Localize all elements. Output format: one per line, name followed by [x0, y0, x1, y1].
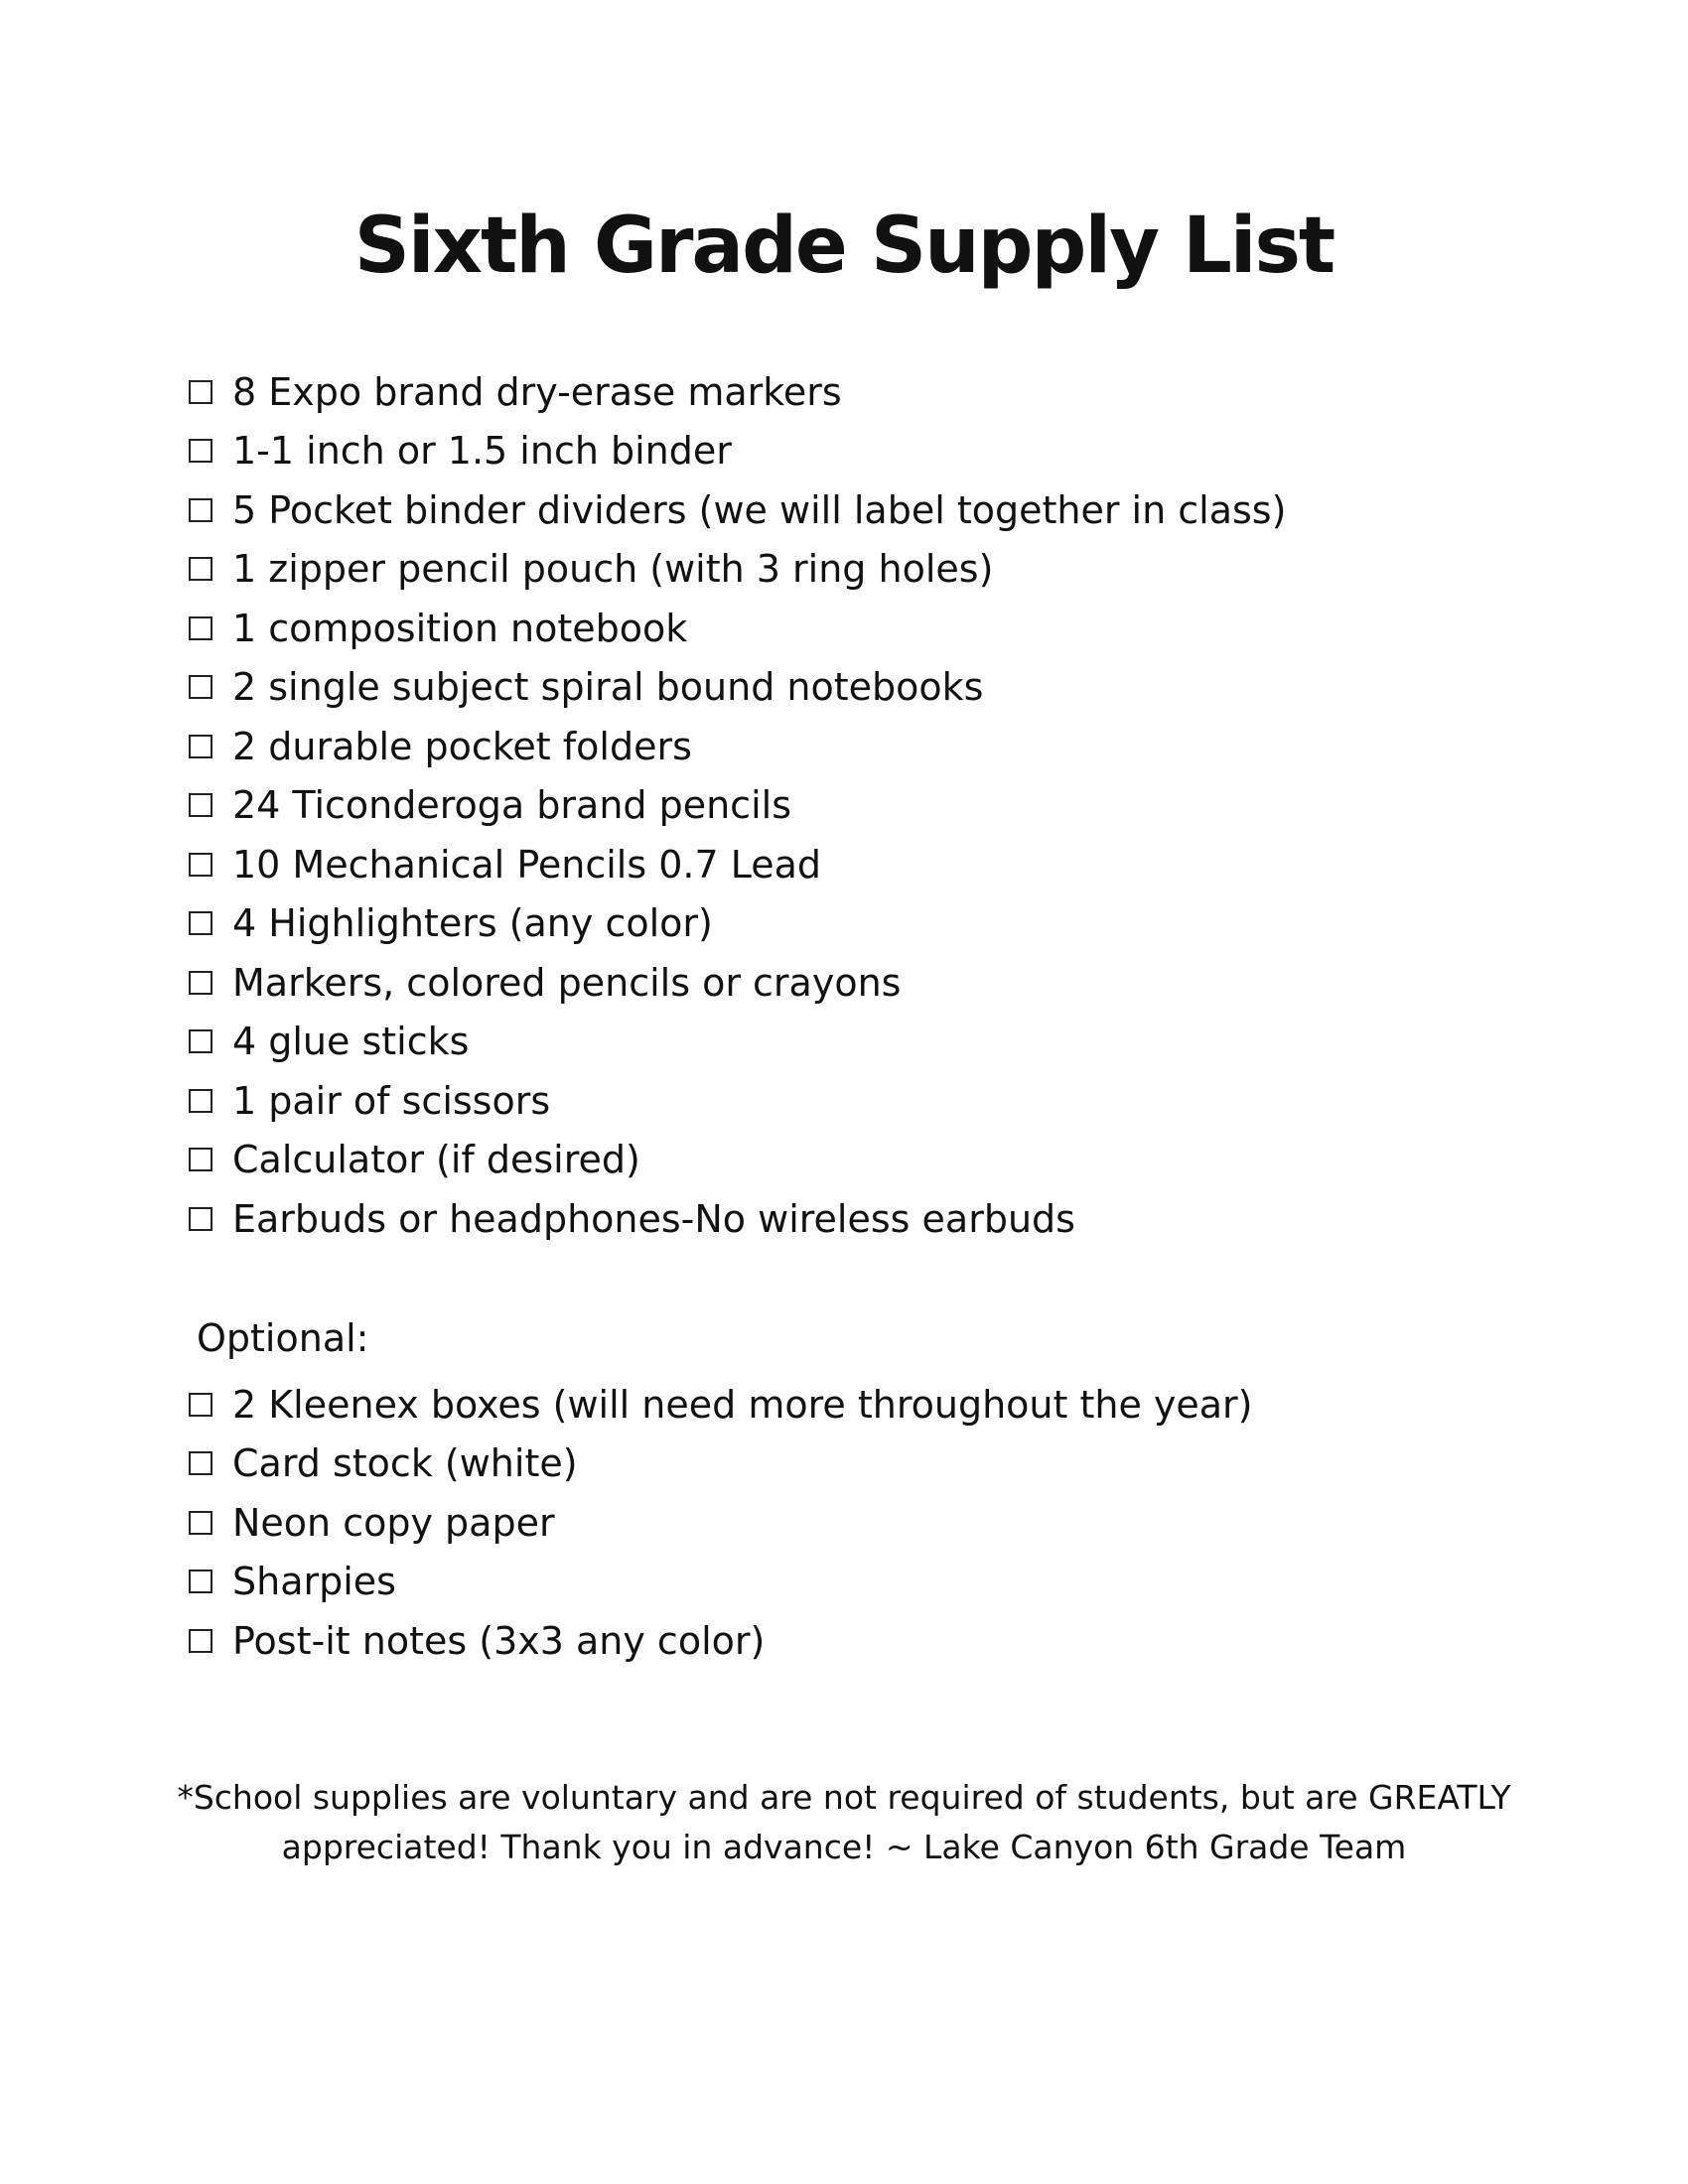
footnote	[149, 1773, 1539, 1872]
checkbox-icon	[189, 1089, 212, 1113]
checkbox-icon	[189, 557, 212, 581]
list-item	[189, 1189, 1286, 1249]
checkbox-icon	[189, 1393, 212, 1417]
list-item	[189, 1131, 1286, 1190]
checkbox-icon	[189, 1029, 212, 1053]
list-item	[189, 599, 1286, 658]
item-label: 5 Pocket binder dividers (we will label together in class)	[232, 487, 1287, 532]
checkbox-icon	[189, 911, 212, 935]
list-item	[189, 894, 1286, 954]
checkbox-icon	[189, 1629, 212, 1653]
list-item	[189, 1013, 1286, 1072]
list-item	[189, 953, 1286, 1013]
checkbox-icon	[189, 735, 212, 758]
item-label: 1 pair of scissors	[232, 1078, 551, 1123]
list-item	[189, 362, 1286, 422]
footnote-line-1: *School supplies are voluntary and are not required of students, but are GREATLY	[177, 1778, 1511, 1817]
footnote-line-2: appreciated! Thank you in advance! ~ Lake Canyon 6th Grade Team	[281, 1828, 1407, 1866]
item-label: Sharpies	[232, 1560, 396, 1604]
item-label: Earbuds or headphones-No wireless earbuds	[232, 1196, 1075, 1241]
checkbox-icon	[189, 1451, 212, 1475]
list-item	[189, 717, 1286, 776]
item-label: 1 composition notebook	[232, 606, 688, 650]
item-label: 4 glue sticks	[232, 1020, 470, 1064]
list-item	[189, 1375, 1253, 1434]
checkbox-icon	[189, 1570, 212, 1593]
item-label: 10 Mechanical Pencils 0.7 Lead	[232, 842, 822, 887]
checkbox-icon	[189, 971, 212, 995]
required-supply-list	[189, 362, 1286, 1249]
item-label: Card stock (white)	[232, 1441, 578, 1486]
checkbox-icon	[189, 380, 212, 404]
item-label: 1 zipper pencil pouch (with 3 ring holes)	[232, 547, 994, 592]
item-label: 8 Expo brand dry-erase markers	[232, 369, 842, 414]
item-label: 2 Kleenex boxes (will need more throughout the year)	[232, 1382, 1253, 1427]
item-label: 2 single subject spiral bound notebooks	[232, 665, 984, 710]
list-item	[189, 835, 1286, 894]
list-item	[189, 1611, 1253, 1671]
item-label: 2 durable pocket folders	[232, 724, 692, 768]
item-label: Post-it notes (3x3 any color)	[232, 1618, 766, 1663]
checkbox-icon	[189, 616, 212, 640]
optional-heading: Optional:	[197, 1316, 369, 1360]
list-item	[189, 422, 1286, 481]
item-label: 4 Highlighters (any color)	[232, 901, 713, 946]
list-item	[189, 1071, 1286, 1131]
list-item	[189, 540, 1286, 600]
optional-supply-list	[189, 1375, 1253, 1671]
checkbox-icon	[189, 853, 212, 877]
list-item	[189, 1434, 1253, 1494]
item-label: 1-1 inch or 1.5 inch binder	[232, 429, 732, 474]
checkbox-icon	[189, 675, 212, 699]
item-label: Neon copy paper	[232, 1500, 555, 1545]
item-label: 24 Ticonderoga brand pencils	[232, 783, 791, 828]
checkbox-icon	[189, 793, 212, 817]
item-label: Markers, colored pencils or crayons	[232, 960, 902, 1005]
list-item	[189, 1553, 1253, 1612]
list-item	[189, 1493, 1253, 1553]
checkbox-icon	[189, 439, 212, 463]
list-item	[189, 658, 1286, 718]
item-label: Calculator (if desired)	[232, 1138, 640, 1182]
list-item	[189, 480, 1286, 540]
checkbox-icon	[189, 1148, 212, 1171]
list-item	[189, 776, 1286, 836]
checkbox-icon	[189, 1207, 212, 1231]
checkbox-icon	[189, 498, 212, 522]
checkbox-icon	[189, 1511, 212, 1535]
page-title: Sixth Grade Supply List	[353, 202, 1335, 291]
